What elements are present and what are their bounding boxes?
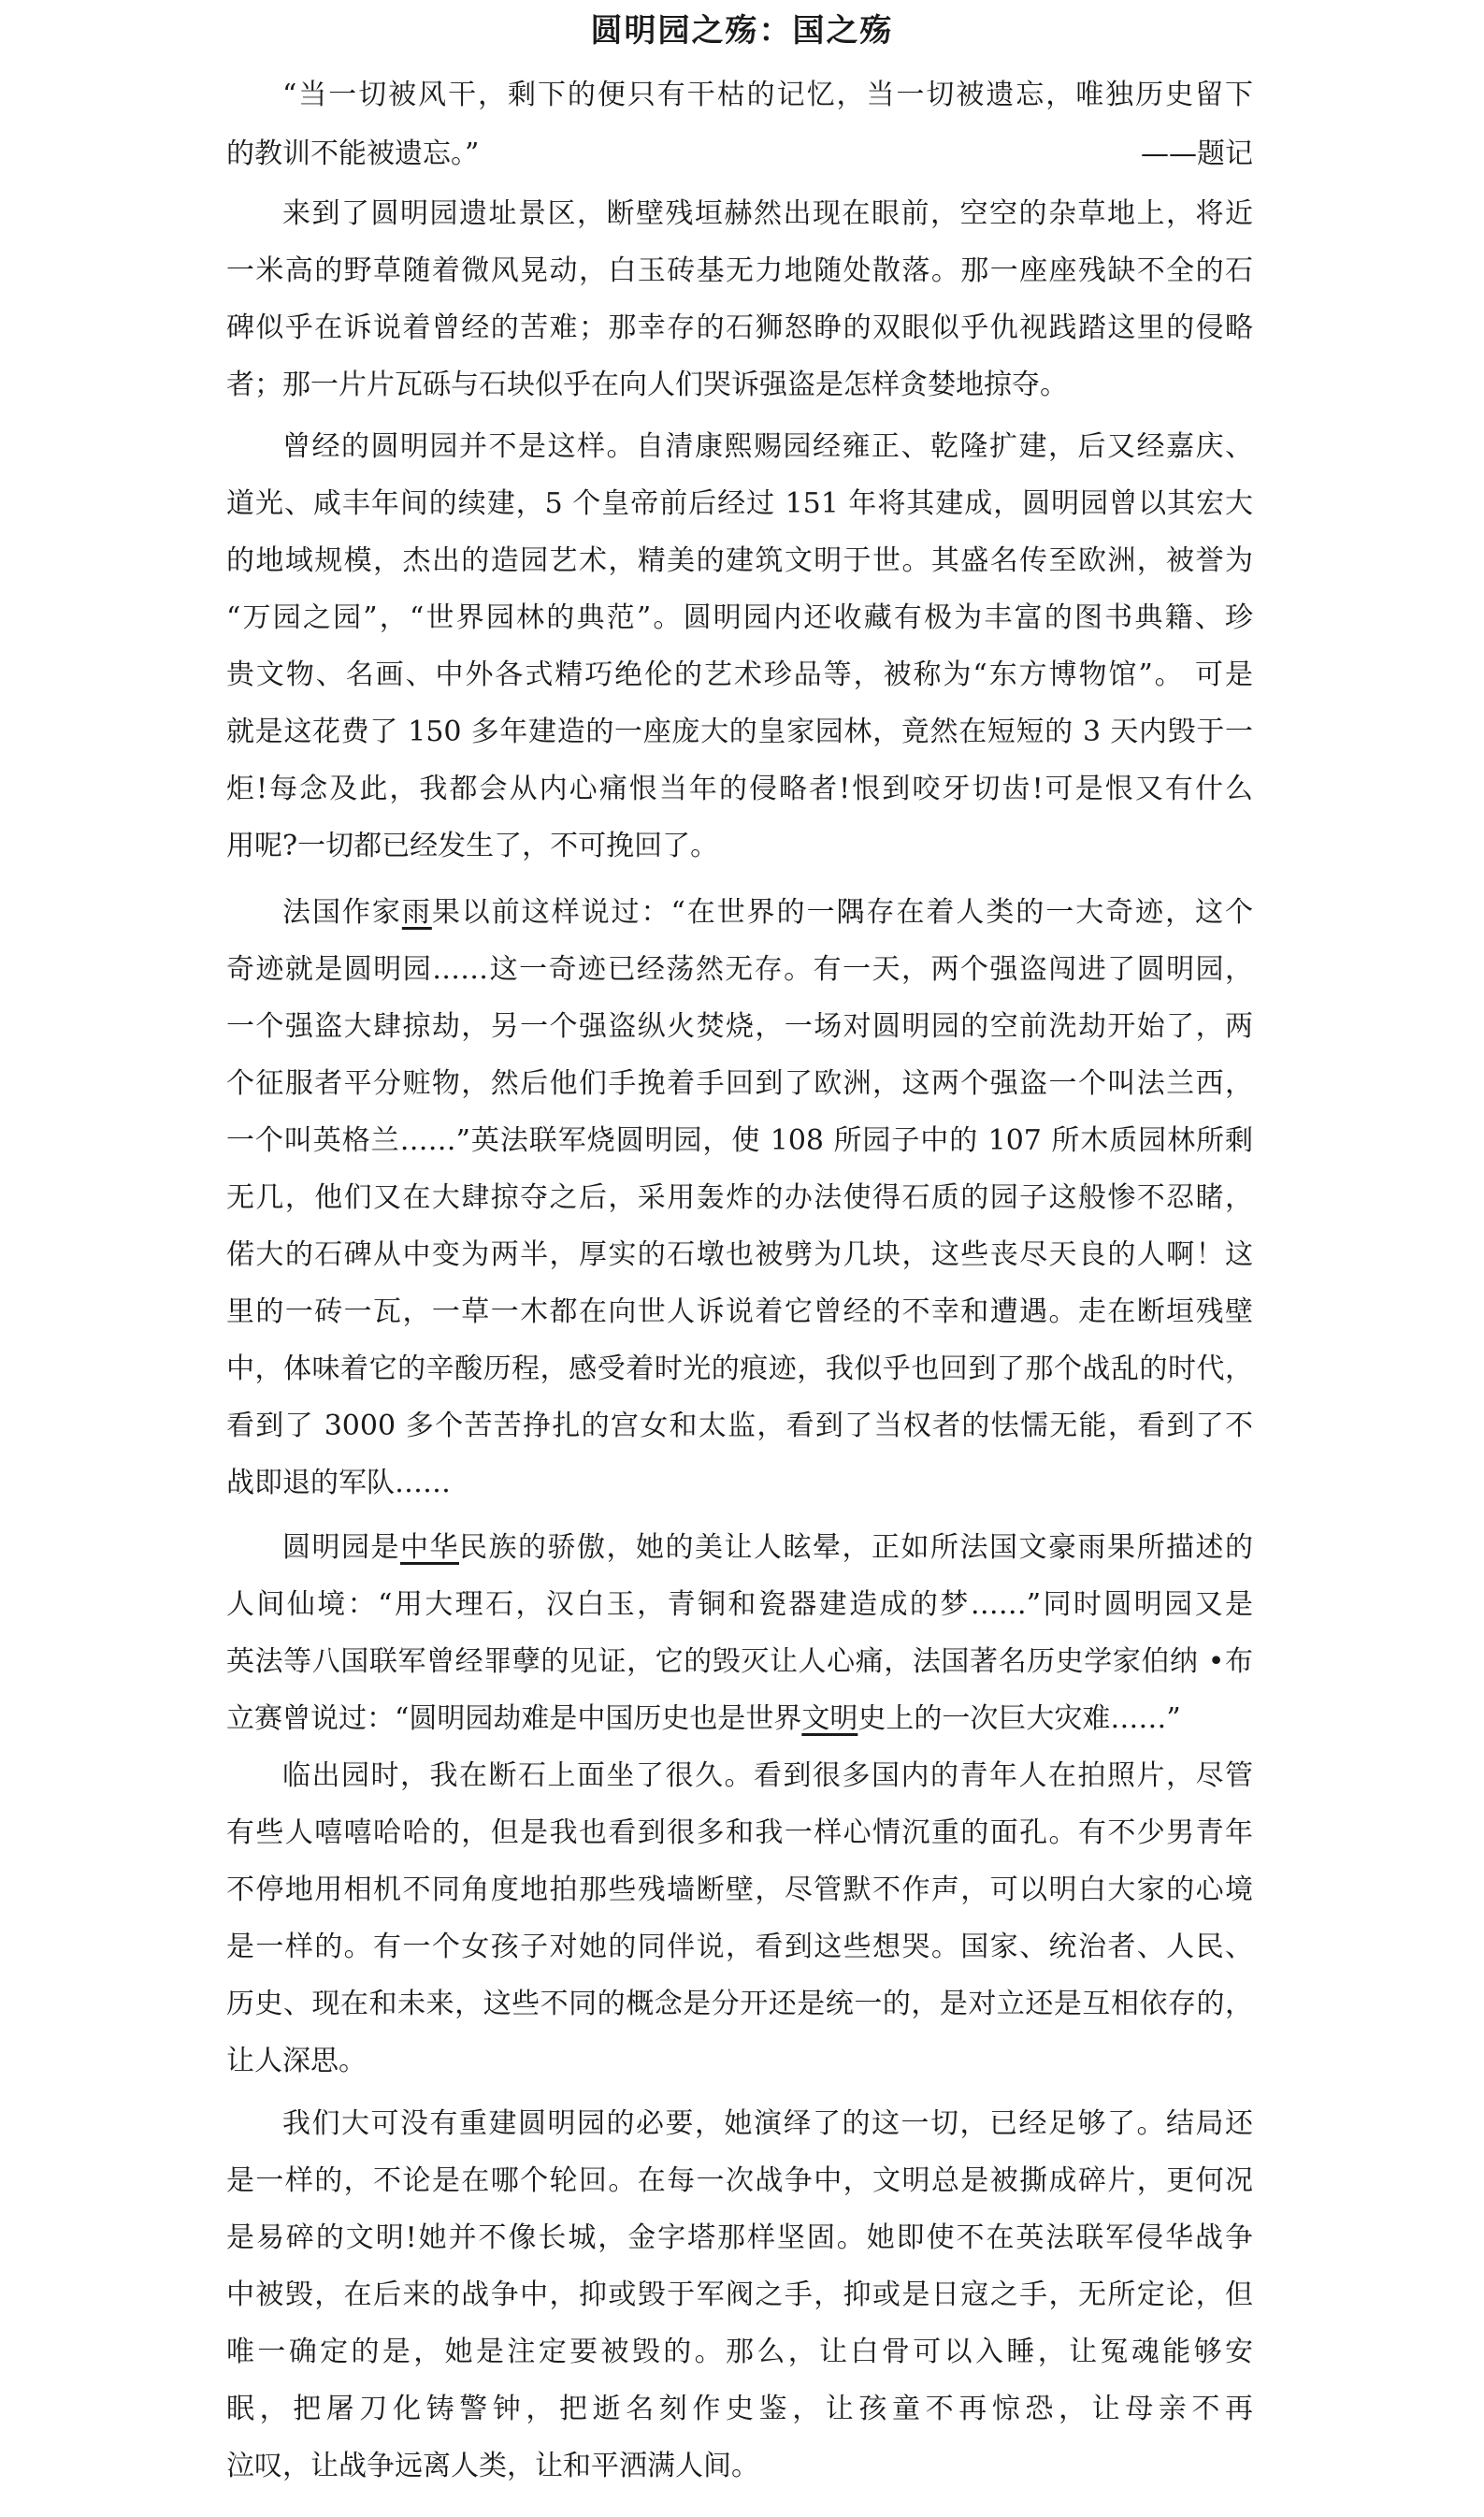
document-title: 圆明园之殇：国之殇 [590,12,894,50]
paragraph-line: 临出园时，我在断石上面坐了很久。看到很多国内的青年人在拍照片，尽管 [282,1759,1253,1792]
paragraph-line: 用呢?一切都已经发生了，不可挽回了。 [226,830,719,862]
paragraph-line: 中被毁，在后来的战争中，抑或毁于军阀之手，抑或是日寇之手，无所定论，但 [226,2278,1253,2311]
paragraph-line: 我们大可没有重建圆明园的必要，她演绎了的这一切，已经足够了。结局还 [282,2107,1253,2140]
epigraph-line: “当一切被风干，剩下的便只有干枯的记忆，当一切被遗忘，唯独历史留下 [282,79,1253,111]
paragraph-line: 一米高的野草随着微风晃动，白玉砖基无力地随处散落。那一座座残缺不全的石 [226,254,1253,287]
paragraph-line: 的地域规模，杰出的造园艺术，精美的建筑文明于世。其盛名传至欧洲，被誉为 [226,544,1253,577]
paragraph-line: “万园之园”，“世界园林的典范”。圆明园内还收藏有极为丰富的图书典籍、珍 [226,601,1253,634]
paragraph-line: 泣叹，让战争远离人类，让和平洒满人间。 [226,2450,759,2482]
paragraph-line: 道光、咸丰年间的续建，5 个皇帝前后经过 151 年将其建成，圆明园曾以其宏大 [226,487,1253,520]
paragraph-line: 来到了圆明园遗址景区，断壁残垣赫然出现在眼前，空空的杂草地上，将近 [282,197,1253,230]
paragraph-line: 立赛曾说过：“圆明园劫难是中国历史也是世界文明史上的一次巨大灾难……” [226,1702,1181,1735]
paragraph-line: 是一样的。有一个女孩子对她的同伴说，看到这些想哭。国家、统治者、人民、 [226,1931,1253,1963]
paragraph-line: 一个强盗大肆掠劫，另一个强盗纵火焚烧，一场对圆明园的空前洗劫开始了，两 [226,1010,1253,1043]
underlined-term: 雨 [401,896,432,929]
paragraph-line: 曾经的圆明园并不是这样。自清康熙赐园经雍正、乾隆扩建，后又经嘉庆、 [282,430,1253,463]
paragraph-line: 有些人嘻嘻哈哈的，但是我也看到很多和我一样心情沉重的面孔。有不少男青年 [226,1816,1253,1849]
paragraph-line: 无几，他们又在大肆掠夺之后，采用轰炸的办法使得石质的园子这般惨不忍睹， [226,1181,1253,1214]
paragraph-line: 让人深思。 [226,2045,367,2077]
paragraph-line: 英法等八国联军曾经罪孽的见证，它的毁灭让人心痛，法国著名历史学家伯纳 •布 [226,1645,1253,1678]
paragraph-line: 贵文物、名画、中外各式精巧绝伦的艺术珍品等，被称为“东方博物馆”。 可是 [226,658,1253,691]
underlined-term: 中华 [400,1531,459,1564]
epigraph-line: 的教训不能被遗忘。” [226,137,480,170]
paragraph-line: 是一样的，不论是在哪个轮回。在每一次战争中，文明总是被撕成碎片，更何况 [226,2164,1253,2197]
paragraph-line: 炬!每念及此，我都会从内心痛恨当年的侵略者!恨到咬牙切齿!可是恨又有什么 [226,773,1253,805]
paragraph-line: 眠，把屠刀化铸警钟，把逝名刻作史鉴，让孩童不再惊恐，让母亲不再 [226,2393,1253,2425]
paragraph-line: 是易碎的文明!她并不像长城，金字塔那样坚固。她即使不在英法联军侵华战争 [226,2221,1253,2254]
underlined-term: 文明 [801,1702,858,1735]
paragraph-line: 就是这花费了 150 多年建造的一座庞大的皇家园林，竟然在短短的 3 天内毁于一 [226,716,1253,748]
paragraph-line: 奇迹就是圆明园……这一奇迹已经荡然无存。有一天，两个强盗闯进了圆明园， [226,953,1253,986]
paragraph-line: 里的一砖一瓦，一草一木都在向世人诉说着它曾经的不幸和遭遇。走在断垣残壁 [226,1295,1253,1328]
paragraph-line: 人间仙境：“用大理石，汉白玉，青铜和瓷器建造成的梦……”同时圆明园又是 [226,1588,1253,1621]
paragraph-line: 中，体味着它的辛酸历程，感受着时光的痕迹，我似乎也回到了那个战乱的时代， [226,1353,1253,1385]
paragraph-line: 碑似乎在诉说着曾经的苦难；那幸存的石狮怒睁的双眼似乎仇视践踏这里的侵略 [226,311,1253,344]
paragraph-line: 历史、现在和未来，这些不同的概念是分开还是统一的，是对立还是互相依存的， [226,1988,1253,2020]
paragraph-line: 圆明园是中华民族的骄傲，她的美让人眩晕，正如所法国文豪雨果所描述的 [282,1531,1253,1564]
paragraph-line: 唯一确定的是，她是注定要被毁的。那么，让白骨可以入睡，让冤魂能够安 [226,2336,1253,2368]
paragraph-line: 法国作家雨果以前这样说过：“在世界的一隅存在着人类的一大奇迹，这个 [282,896,1254,929]
paragraph-line: 不停地用相机不同角度地拍那些残墙断壁，尽管默不作声，可以明白大家的心境 [226,1873,1253,1906]
paragraph-line: 个征服者平分赃物，然后他们手挽着手回到了欧洲，这两个强盗一个叫法兰西， [226,1067,1253,1100]
paragraph-line: 看到了 3000 多个苦苦挣扎的宫女和太监，看到了当权者的怯懦无能，看到了不 [226,1410,1253,1442]
paragraph-line: 战即退的军队…… [226,1467,451,1499]
paragraph-line: 偌大的石碑从中变为两半，厚实的石墩也被劈为几块，这些丧尽天良的人啊！这 [226,1238,1253,1271]
paragraph-line: 者；那一片片瓦砾与石块似乎在向人们哭诉强盗是怎样贪婪地掠夺。 [226,369,1068,401]
paragraph-line: 一个叫英格兰……”英法联军烧圆明园，使 108 所园子中的 107 所木质园林所剩 [226,1124,1253,1157]
epigraph-signature: ——题记 [1141,137,1253,170]
